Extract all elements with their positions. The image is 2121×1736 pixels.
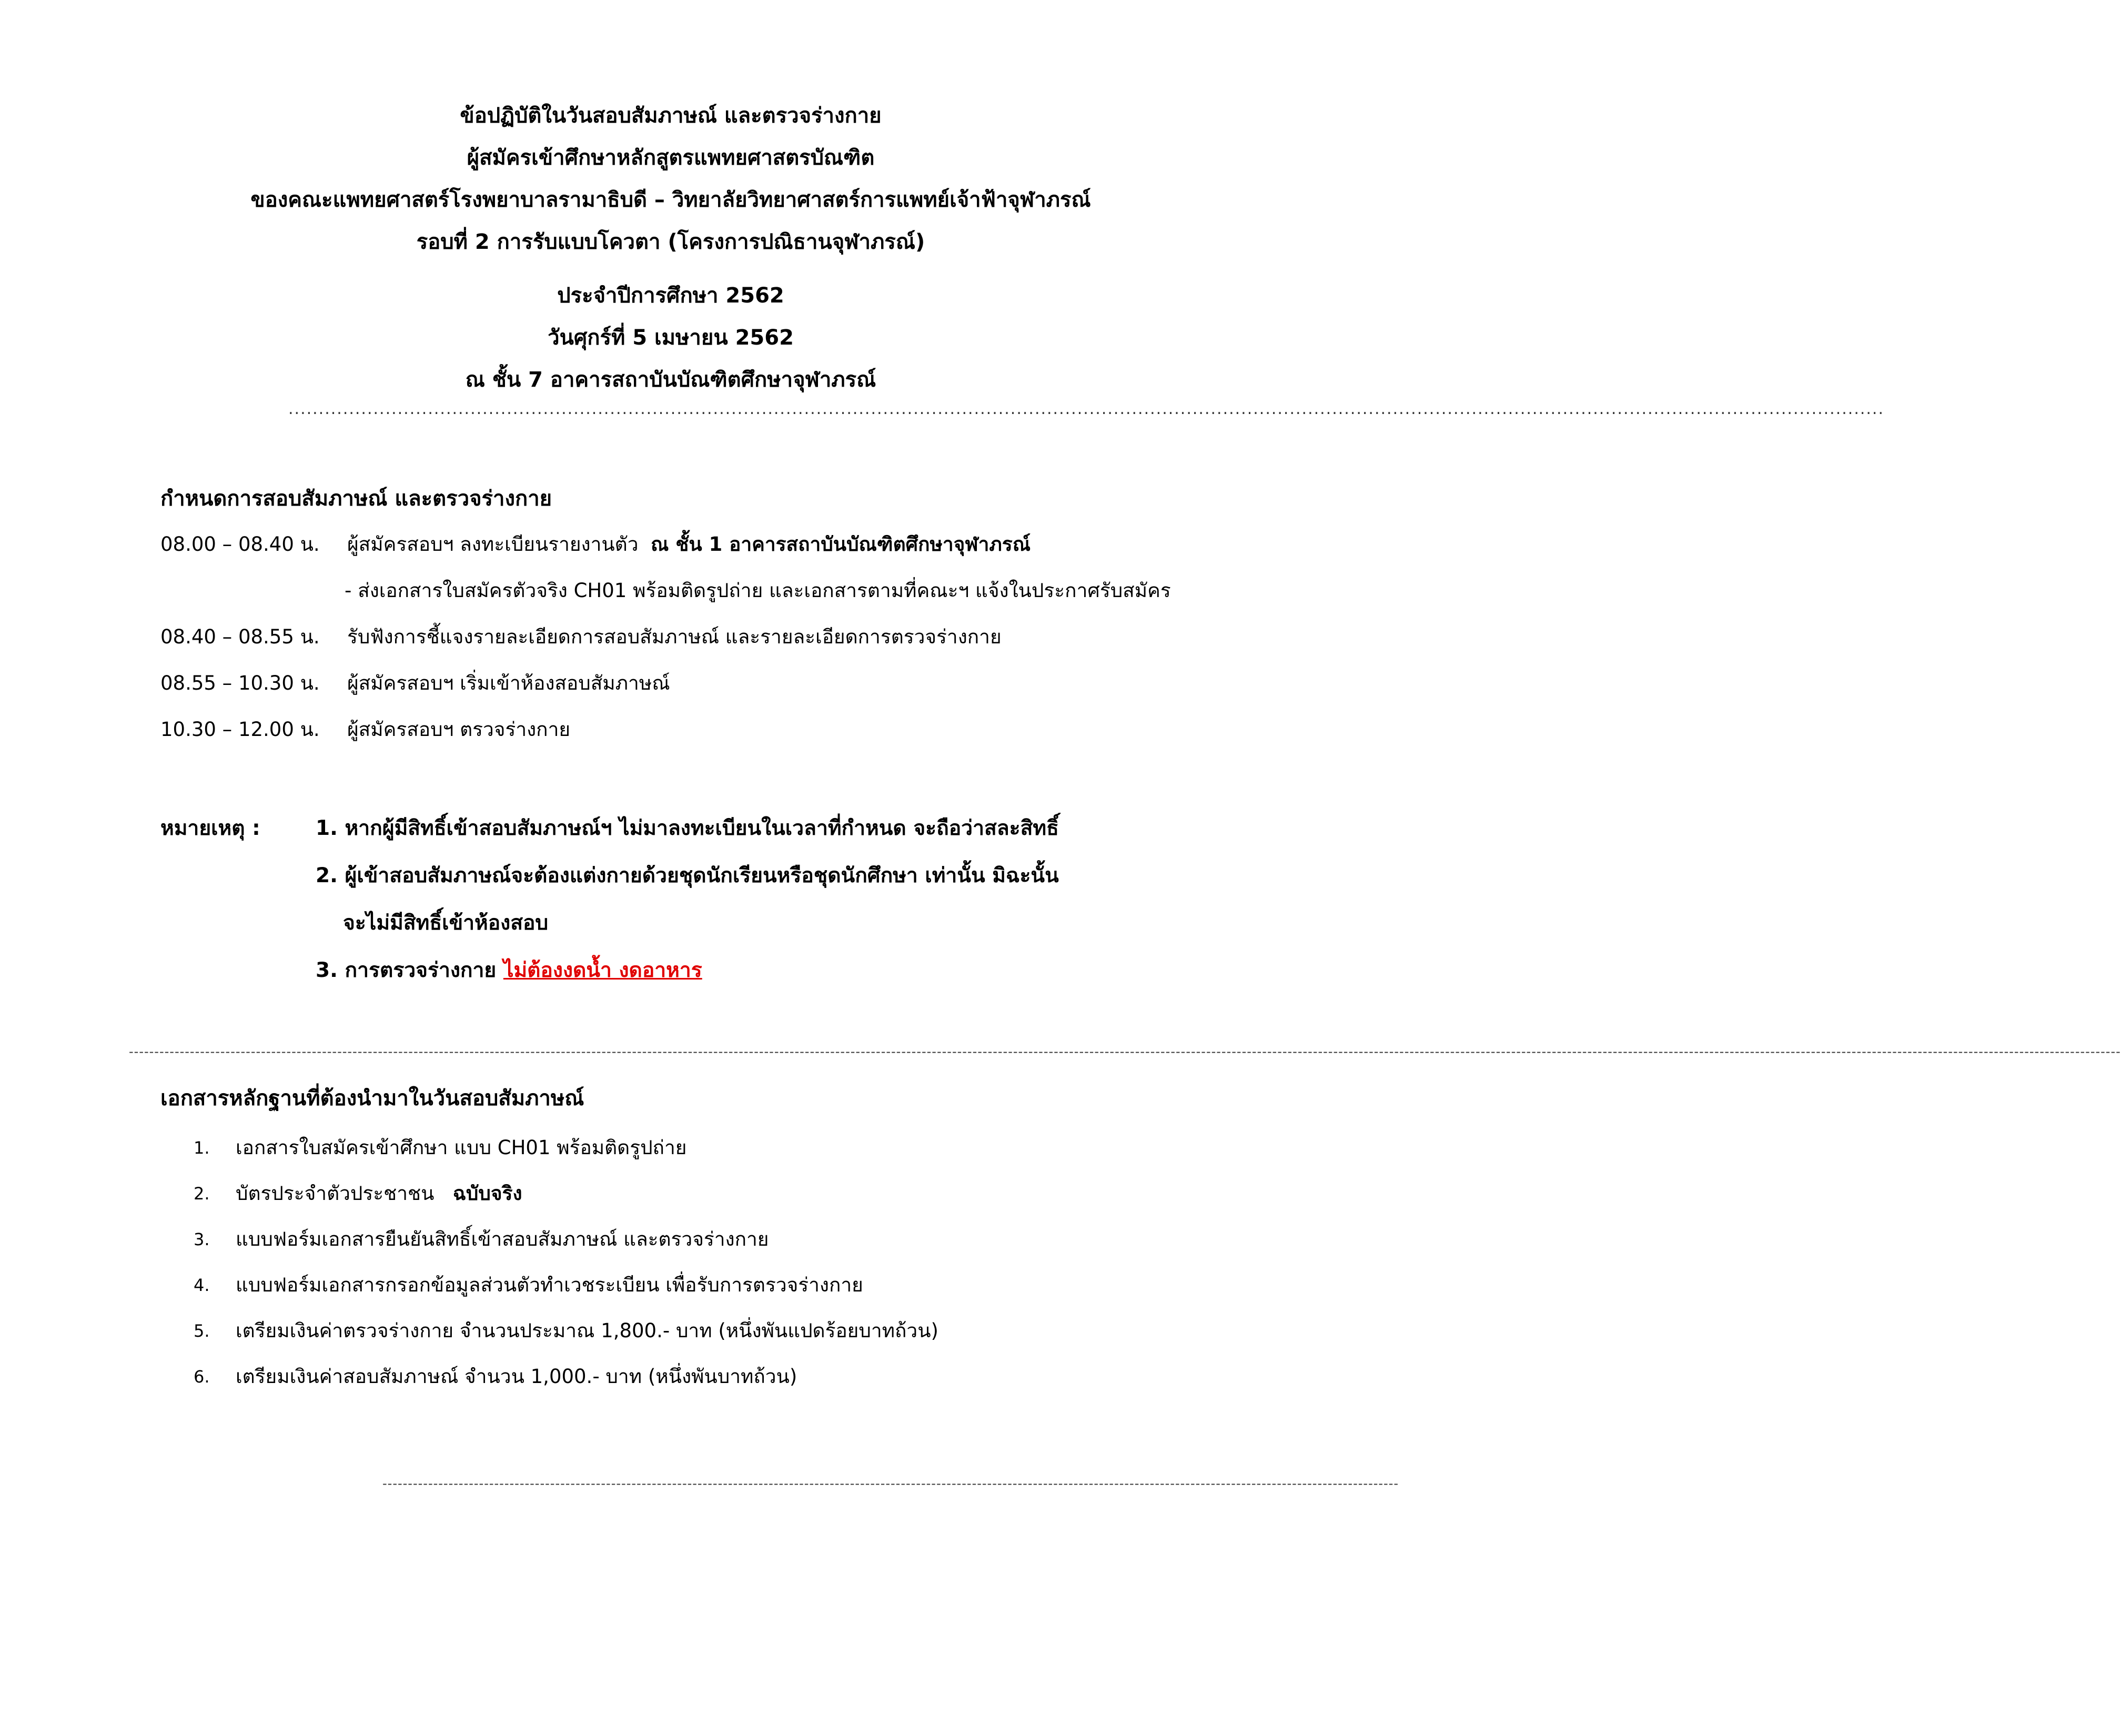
document-number: 1. xyxy=(194,1137,210,1158)
note-text: 1. หากผู้มีสิทธิ์เข้าสอบสัมภาษณ์ฯ ไม่มาลงทะเบียนในเวลาที่กำหนด จะถือว่าสละสิทธิ์ xyxy=(316,816,1059,840)
notes-label-spacer xyxy=(160,900,316,947)
note-item xyxy=(160,947,1265,994)
schedule-desc-location: ณ ชั้น 1 อาคารสถาบันบัณฑิตศึกษาจุฬาภรณ์ xyxy=(651,532,1031,556)
end-divider: -------------------------------------------------------------------------------------------------------------------------------------------------------------------------------------------------------- xyxy=(382,1476,1399,1491)
schedule-time: 08.40 – 08.55 น. xyxy=(160,625,320,648)
dotted-divider: ....................................................................................................................................................................................................................................................................... xyxy=(288,400,1885,418)
note-item xyxy=(160,852,1265,900)
documents-list xyxy=(194,1125,938,1399)
schedule-subitem xyxy=(160,567,1318,613)
schedule-list xyxy=(160,521,1318,752)
note-text: จะไม่มีสิทธิ์เข้าห้องสอบ xyxy=(343,911,549,935)
header-round: รอบที่ 2 การรับแบบโควตา (โครงการปณิธานจุฬาภรณ์) xyxy=(416,230,925,254)
document-item xyxy=(194,1216,938,1262)
dashed-divider: -------------------------------------------------------------------------------------------------------------------------------------------------------------------------------------------------------------------------------------------------------------------------------------------------------------------------------------------------------------------------------------------------------- xyxy=(129,1044,2121,1059)
header-program: ผู้สมัครเข้าศึกษาหลักสูตรแพทยศาสตรบัณฑิต xyxy=(467,146,875,170)
notes-label-spacer xyxy=(160,852,316,900)
schedule-title: กำหนดการสอบสัมภาษณ์ และตรวจร่างกาย xyxy=(160,487,552,511)
documents-title: เอกสารหลักฐานที่ต้องนำมาในวันสอบสัมภาษณ์ xyxy=(160,1086,584,1111)
schedule-row xyxy=(160,521,1318,567)
schedule-desc: รับฟังการชี้แจงรายละเอียดการสอบสัมภาษณ์ และรายละเอียดการตรวจร่างกาย xyxy=(347,625,1002,648)
document-number: 4. xyxy=(194,1275,210,1295)
header-spacer xyxy=(0,263,1341,275)
document-number: 5. xyxy=(194,1320,210,1341)
note-item xyxy=(160,805,1265,852)
document-text-bold: ฉบับจริง xyxy=(452,1182,522,1205)
document-text: แบบฟอร์มเอกสารกรอกข้อมูลส่วนตัวทำเวชระเบียน เพื่อรับการตรวจร่างกาย xyxy=(236,1274,863,1296)
schedule-time: 10.30 – 12.00 น. xyxy=(160,718,320,741)
document-text: บัตรประจำตัวประชาชน xyxy=(236,1182,435,1205)
document-text: เอกสารใบสมัครเข้าศึกษา แบบ CH01 พร้อมติดรูปถ่าย xyxy=(236,1136,687,1159)
schedule-subitem-text: - ส่งเอกสารใบสมัครตัวจริง CH01 พร้อมติดรูปถ่าย และเอกสารตามที่คณะฯ แจ้งในประกาศรับสมัคร xyxy=(345,579,1171,602)
note-item-continuation xyxy=(160,900,1265,947)
schedule-row xyxy=(160,706,1318,752)
document-item xyxy=(194,1125,938,1170)
document-number: 2. xyxy=(194,1183,210,1204)
header-date: วันศุกร์ที่ 5 เมษายน 2562 xyxy=(548,326,794,350)
notes-label-spacer xyxy=(160,947,316,994)
document-item xyxy=(194,1262,938,1308)
schedule-desc: ผู้สมัครสอบฯ ตรวจร่างกาย xyxy=(347,718,571,741)
schedule-time: 08.00 – 08.40 น. xyxy=(160,532,320,556)
note-prefix: 3. การตรวจร่างกาย xyxy=(316,958,497,982)
document-item xyxy=(194,1354,938,1399)
document-item xyxy=(194,1170,938,1216)
schedule-row xyxy=(160,613,1318,660)
note-text xyxy=(316,947,702,994)
schedule-row xyxy=(160,660,1318,706)
schedule-desc: ผู้สมัครสอบฯ เริ่มเข้าห้องสอบสัมภาษณ์ xyxy=(347,671,670,694)
document-item xyxy=(194,1308,938,1354)
document-text: แบบฟอร์มเอกสารยืนยันสิทธิ์เข้าสอบสัมภาษณ์ และตรวจร่างกาย xyxy=(236,1228,769,1250)
notes-section xyxy=(160,805,1265,994)
header-academic-year: ประจำปีการศึกษา 2562 xyxy=(557,284,784,308)
document-number: 3. xyxy=(194,1229,210,1249)
document-text: เตรียมเงินค่าตรวจร่างกาย จำนวนประมาณ 1,800.- บาท (หนึ่งพันแปดร้อยบาทถ้วน) xyxy=(236,1319,938,1342)
header-faculty: ของคณะแพทยศาสตร์โรงพยาบาลรามาธิบดี – วิทยาลัยวิทยาศาสตร์การแพทย์เจ้าฟ้าจุฬาภรณ์ xyxy=(250,188,1091,212)
note-highlight: ไม่ต้องงดน้ำ งดอาหาร xyxy=(503,958,702,982)
note-text: 2. ผู้เข้าสอบสัมภาษณ์จะต้องแต่งกายด้วยชุดนักเรียนหรือชุดนักศึกษา เท่านั้น มิฉะนั้น xyxy=(316,864,1059,887)
document-header xyxy=(0,95,1341,401)
schedule-desc-text: ผู้สมัครสอบฯ ลงทะเบียนรายงานตัว xyxy=(347,532,639,556)
notes-label: หมายเหตุ : xyxy=(160,816,260,840)
header-title: ข้อปฏิบัติในวันสอบสัมภาษณ์ และตรวจร่างกาย xyxy=(460,104,882,128)
schedule-time: 08.55 – 10.30 น. xyxy=(160,671,320,694)
document-number: 6. xyxy=(194,1366,210,1387)
header-location: ณ ชั้น 7 อาคารสถาบันบัณฑิตศึกษาจุฬาภรณ์ xyxy=(465,368,876,392)
schedule-desc xyxy=(347,529,1031,560)
document-text: เตรียมเงินค่าสอบสัมภาษณ์ จำนวน 1,000.- บาท (หนึ่งพันบาทถ้วน) xyxy=(236,1365,797,1388)
